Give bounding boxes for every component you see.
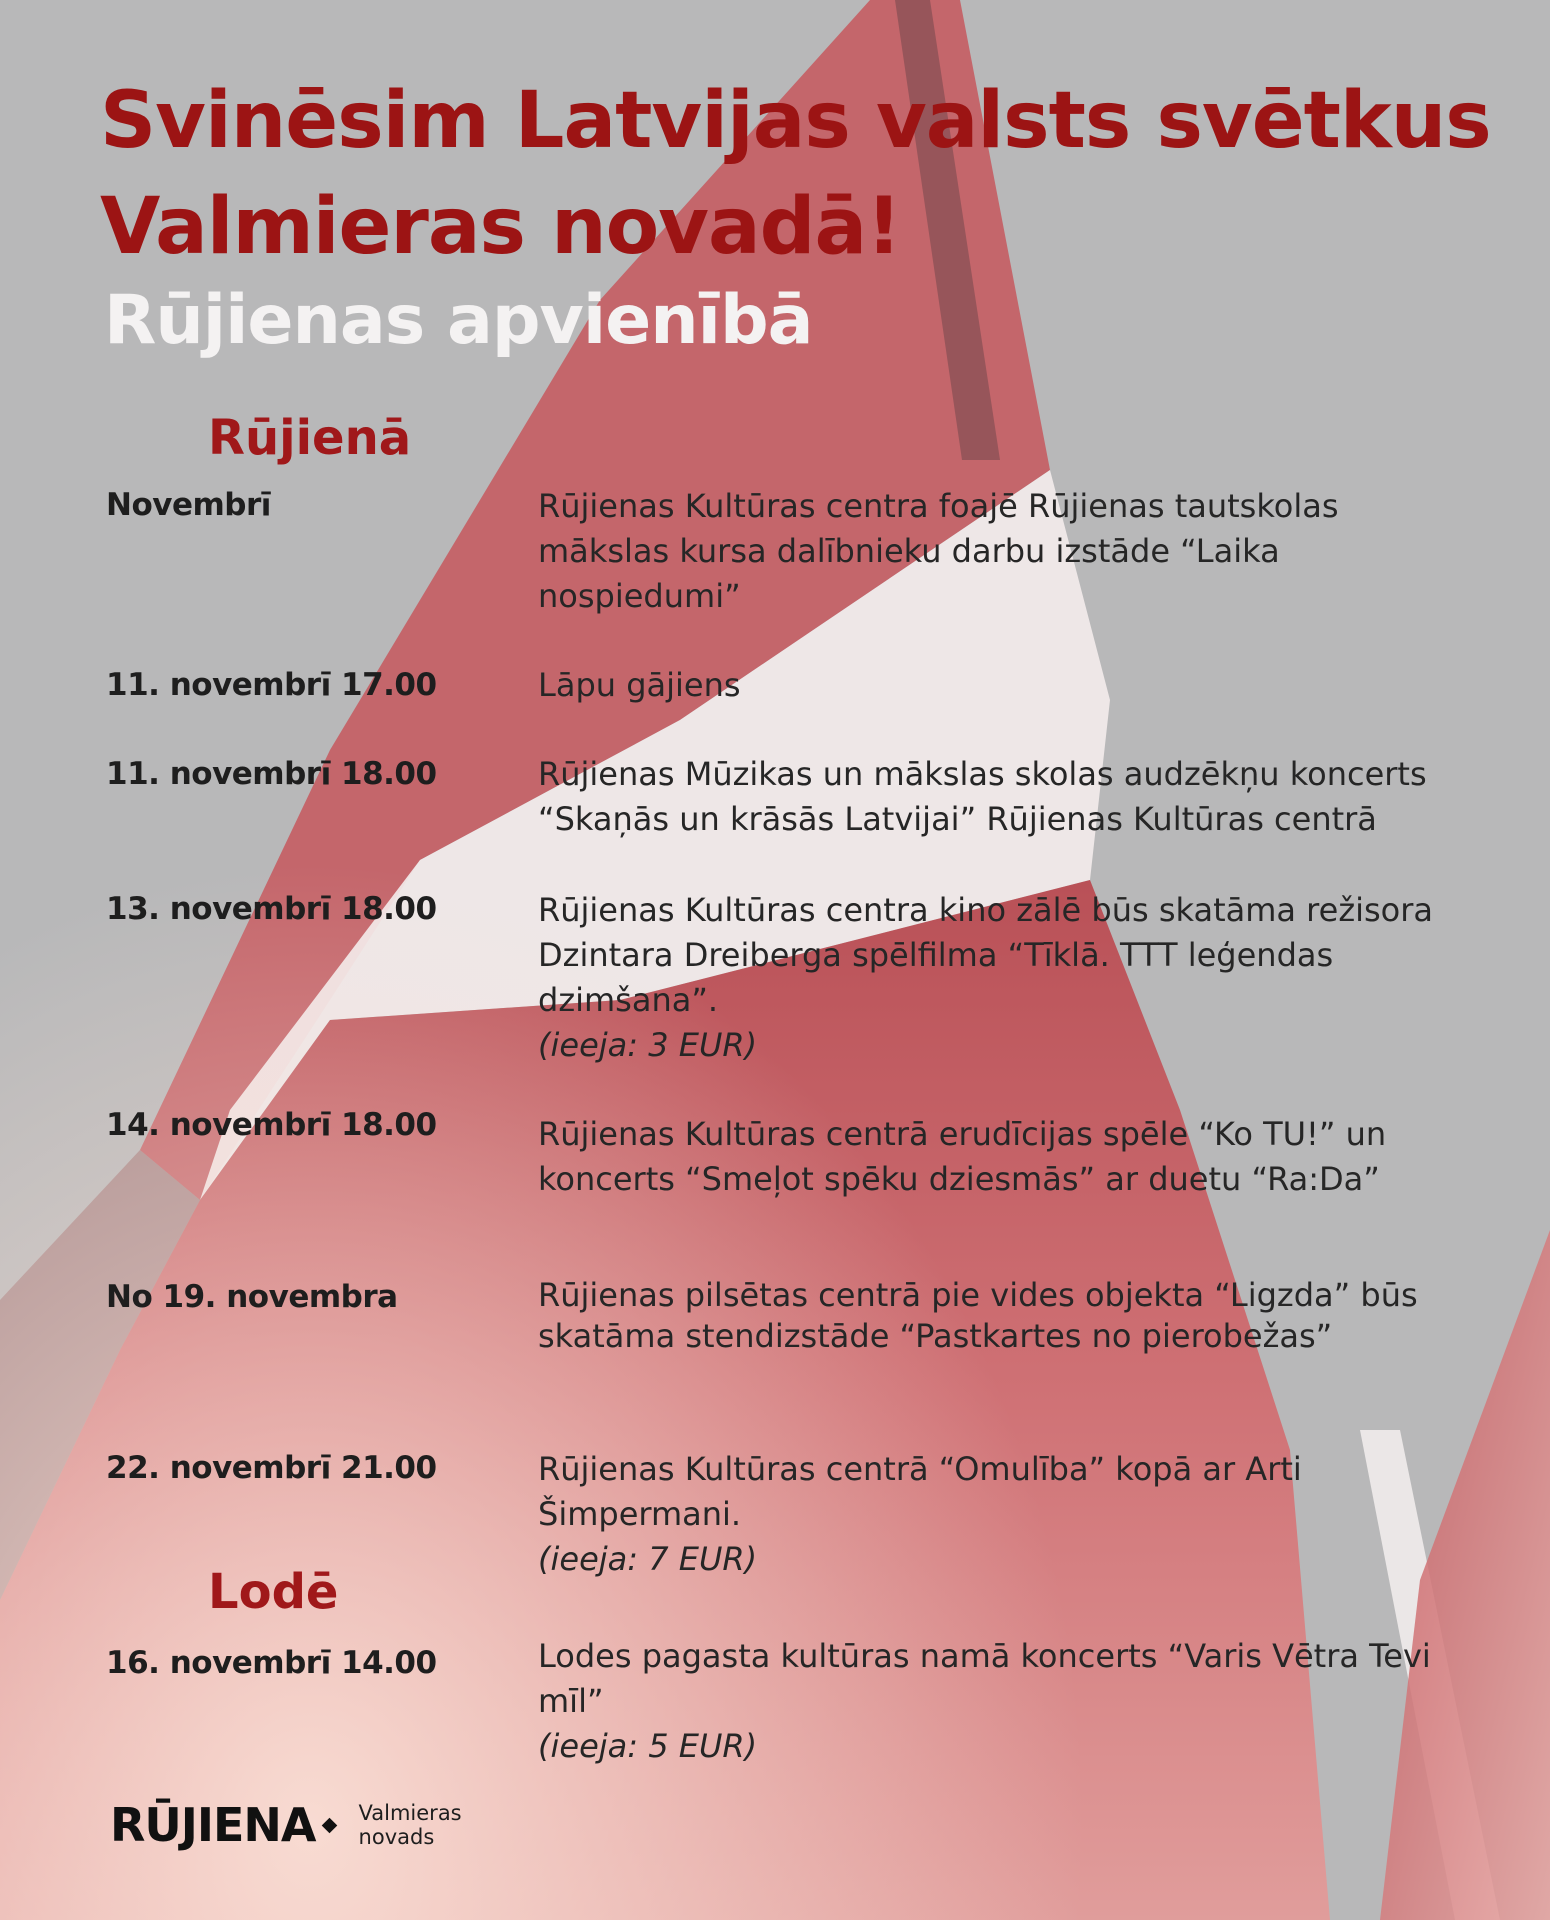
event-description: [538, 1447, 1468, 1582]
event-text: Lodes pagasta kultūras namā koncerts “Varis Vētra Tevi mīl”: [538, 1637, 1431, 1720]
event-text: Rūjienas Kultūras centrā erudīcijas spēle “Ko TU!” un koncerts “Smeļot spēku dziesmās” ar duetu “Ra:Da”: [538, 1115, 1387, 1198]
logo-subtext: [359, 1801, 462, 1849]
event-date: 13. novembrī 18.00: [106, 891, 437, 927]
event-date: 16. novembrī 14.00: [106, 1645, 437, 1681]
event-description: [538, 1112, 1468, 1202]
event-description: [538, 663, 1468, 708]
logo-subtext-line1: Valmieras: [358, 1801, 462, 1825]
event-description: [538, 484, 1468, 619]
section-heading-lode: Lodē: [208, 1564, 339, 1620]
event-date: Novembrī: [106, 487, 271, 523]
event-description: [538, 888, 1468, 1068]
poster-subtitle: Rūjienas apvienībā: [104, 281, 813, 360]
event-date: 14. novembrī 18.00: [106, 1107, 437, 1143]
event-date: 11. novembrī 18.00: [106, 756, 437, 792]
event-description: [538, 1634, 1468, 1769]
event-description: [538, 1275, 1468, 1357]
event-text: Rūjienas Kultūras centra kino zālē būs skatāma režisora Dzintara Dreiberga spēlfilma “Tīklā. TTT leģendas dzimšana”.: [538, 891, 1434, 1019]
event-price-note: (ieeja: 3 EUR): [538, 1026, 758, 1064]
logo-diamond-icon: [321, 1817, 337, 1833]
poster-title: Svinēsim Latvijas valsts svētkus Valmieras novadā!: [100, 76, 1491, 272]
event-price-note: (ieeja: 5 EUR): [538, 1727, 758, 1765]
event-price-note: (ieeja: 7 EUR): [538, 1540, 758, 1578]
event-text: Lāpu gājiens: [538, 666, 741, 704]
event-date: No 19. novembra: [106, 1279, 398, 1315]
rujiena-logo: [110, 1795, 462, 1855]
event-text: Rūjienas Kultūras centra foajē Rūjienas tautskolas mākslas kursa dalībnieku darbu izstāde “Laika nospiedumi”: [538, 487, 1339, 615]
event-date: 11. novembrī 17.00: [106, 667, 437, 703]
event-text: Rūjienas Mūzikas un mākslas skolas audzēkņu koncerts “Skaņās un krāsās Latvijai” Rūjienas Kultūras centrā: [538, 755, 1427, 838]
logo-wordmark: RŪJIENA: [110, 1798, 316, 1852]
event-text: Rūjienas Kultūras centrā “Omulība” kopā ar Arti Šimpermani.: [538, 1450, 1302, 1533]
event-text: Rūjienas pilsētas centrā pie vides objekta “Ligzda” būs skatāma stendizstāde “Pastkartes no pierobežas”: [538, 1276, 1418, 1355]
event-description: [538, 752, 1468, 842]
event-date: 22. novembrī 21.00: [106, 1450, 437, 1486]
logo-subtext-line2: novads: [358, 1825, 435, 1849]
section-heading-rujiena: Rūjienā: [208, 410, 412, 466]
